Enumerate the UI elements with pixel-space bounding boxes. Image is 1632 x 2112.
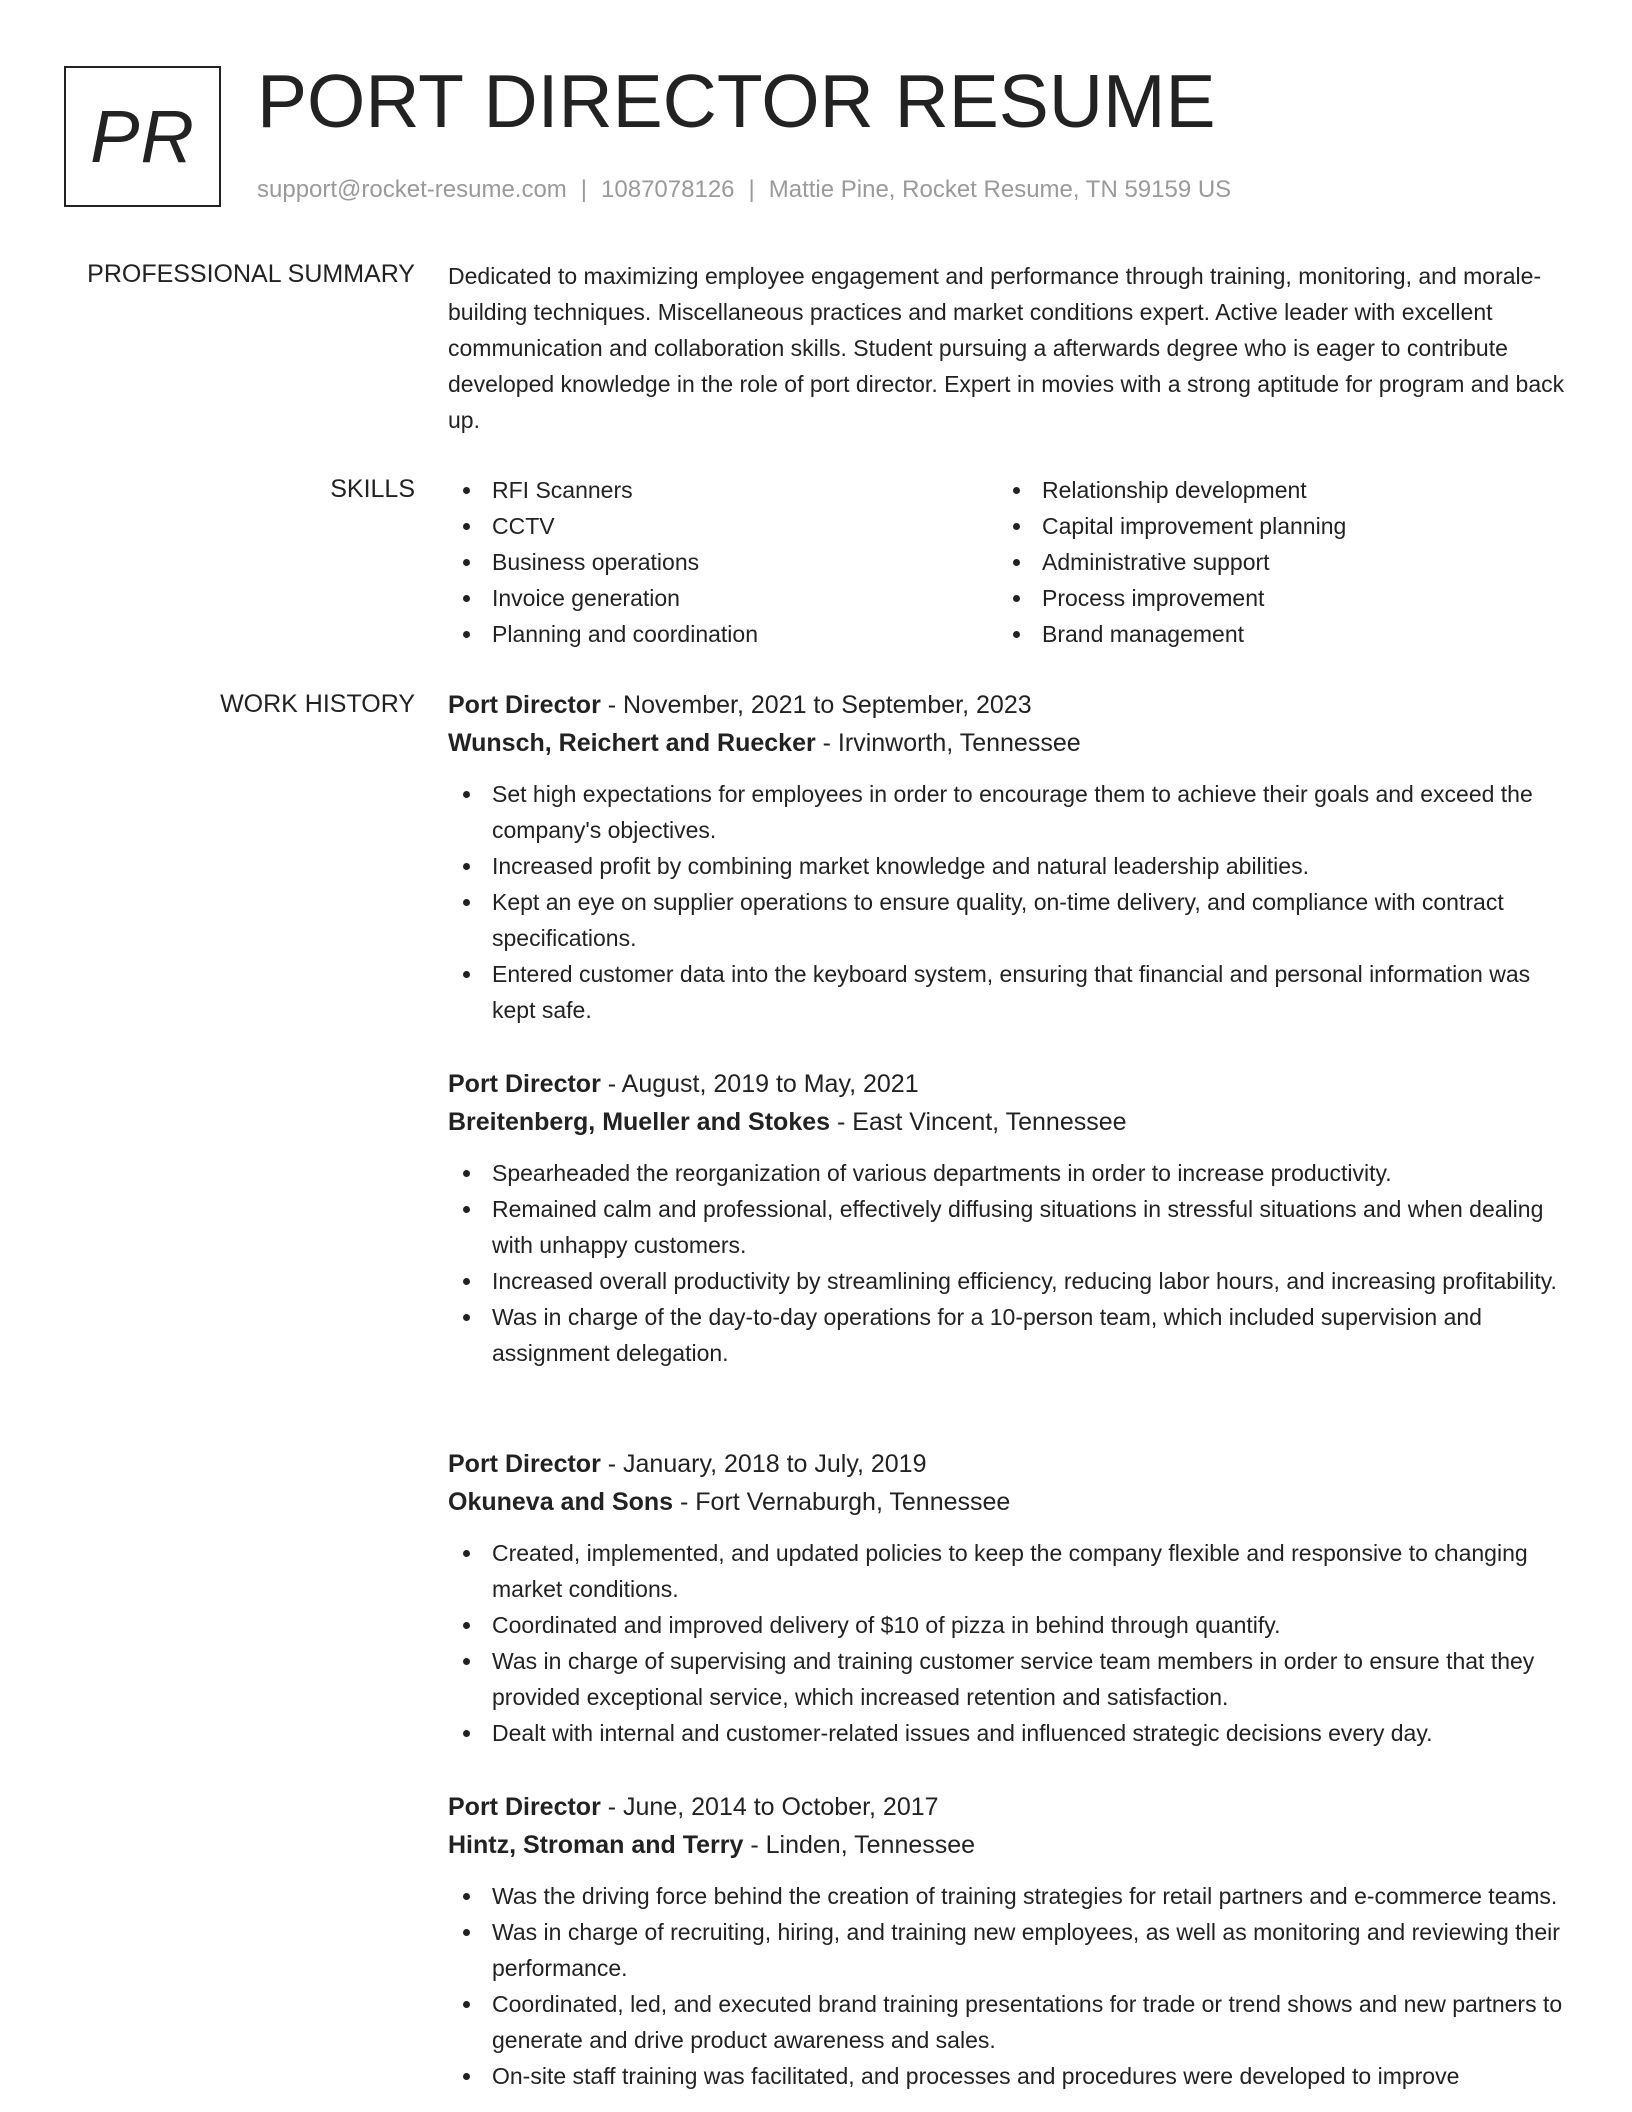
job-title: Port Director (448, 1450, 601, 1478)
job-bullet: Coordinated and improved delivery of $10 of pizza in behind through quantify. (448, 1607, 1570, 1643)
job-company: Wunsch, Reichert and Ruecker (448, 729, 816, 757)
job-bullet: Was in charge of recruiting, hiring, and training new employees, as well as monitoring and reviewing their performance. (448, 1914, 1570, 1986)
monogram-initials: PR (90, 95, 195, 178)
skills-list-right (998, 472, 1346, 652)
job-location: East Vincent, Tennessee (852, 1108, 1127, 1136)
job-bullet: Was in charge of the day-to-day operations for a 10-person team, which included supervision and assignment delegation. (448, 1299, 1570, 1371)
job-location: Linden, Tennessee (765, 1831, 976, 1859)
job-bullet: Created, implemented, and updated policies to keep the company flexible and responsive to changing market conditions. (448, 1535, 1570, 1607)
contact-line (257, 174, 1231, 206)
monogram-box (64, 66, 221, 207)
job-company-line: Wunsch, Reichert and Ruecker - Irvinworth, Tennessee (448, 729, 1081, 757)
job-dates: August, 2019 to May, 2021 (621, 1070, 919, 1098)
job-bullets (448, 1155, 1570, 1371)
skill-item: Invoice generation (448, 580, 758, 616)
page-title: PORT DIRECTOR RESUME (257, 59, 1216, 143)
skill-item: Planning and coordination (448, 616, 758, 652)
job-location: Irvinworth, Tennessee (837, 729, 1081, 757)
contact-address: Mattie Pine, Rocket Resume, TN 59159 US (768, 176, 1232, 203)
job-company: Okuneva and Sons (448, 1488, 674, 1516)
skill-item: Business operations (448, 544, 758, 580)
skills-section (448, 472, 1570, 657)
job-company-line: Hintz, Stroman and Terry - Linden, Tennessee (448, 1831, 976, 1859)
skill-item: Relationship development (998, 472, 1346, 508)
contact-email: support@rocket-resume.com (257, 176, 567, 203)
job-location: Fort Vernaburgh, Tennessee (695, 1488, 1011, 1516)
skill-item: Capital improvement planning (998, 508, 1346, 544)
contact-separator: | (580, 176, 588, 203)
job-title-line: Port Director - January, 2018 to July, 2019 (448, 1450, 927, 1478)
job-dates: November, 2021 to September, 2023 (623, 691, 1032, 719)
contact-separator: | (748, 176, 755, 203)
skill-item: RFI Scanners (448, 472, 758, 508)
job-company: Hintz, Stroman and Terry (448, 1831, 744, 1859)
job-bullet: Was in charge of supervising and training customer service team members in order to ensure that they provided exceptional service, which increased retention and satisfaction. (448, 1643, 1570, 1715)
job-bullet: Entered customer data into the keyboard system, ensuring that financial and personal information was kept safe. (448, 956, 1570, 1028)
job-entry (448, 1065, 1570, 1371)
job-title-line: Port Director - June, 2014 to October, 2017 (448, 1793, 939, 1821)
job-entry (448, 686, 1570, 1028)
skill-item: Brand management (998, 616, 1346, 652)
skill-item: Process improvement (998, 580, 1346, 616)
skill-item: CCTV (448, 508, 758, 544)
job-bullet: Dealt with internal and customer-related issues and influenced strategic decisions every day. (448, 1715, 1570, 1751)
job-bullet: Set high expectations for employees in order to encourage them to achieve their goals and exceed the company's objectives. (448, 776, 1570, 848)
job-dates: January, 2018 to July, 2019 (623, 1450, 927, 1478)
job-title: Port Director (448, 1070, 601, 1098)
summary-section (448, 258, 1570, 438)
job-bullet: Kept an eye on supplier operations to ensure quality, on-time delivery, and compliance with contract specifications. (448, 884, 1570, 956)
job-company-line: Okuneva and Sons - Fort Vernaburgh, Tennessee (448, 1488, 1011, 1516)
job-bullet: Increased profit by combining market knowledge and natural leadership abilities. (448, 848, 1570, 884)
job-entry (448, 1445, 1570, 1751)
job-title: Port Director (448, 691, 601, 719)
skills-heading: SKILLS (330, 475, 415, 503)
job-bullets (448, 1535, 1570, 1751)
job-bullets (448, 1878, 1570, 2094)
job-title: Port Director (448, 1793, 601, 1821)
job-bullet: Was the driving force behind the creation of training strategies for retail partners and e-commerce teams. (448, 1878, 1570, 1914)
skill-item: Administrative support (998, 544, 1346, 580)
job-bullets (448, 776, 1570, 1028)
skills-list-left (448, 472, 758, 652)
job-company-line: Breitenberg, Mueller and Stokes - East Vincent, Tennessee (448, 1108, 1127, 1136)
contact-phone: 1087078126 (601, 176, 735, 203)
job-bullet: On-site staff training was facilitated, and processes and procedures were developed to improve (448, 2058, 1570, 2094)
job-bullet: Remained calm and professional, effectively diffusing situations in stressful situations and when dealing with unhappy customers. (448, 1191, 1570, 1263)
job-bullet: Coordinated, led, and executed brand training presentations for trade or trend shows and new partners to generate and drive product awareness and sales. (448, 1986, 1570, 2058)
job-bullet: Increased overall productivity by streamlining efficiency, reducing labor hours, and increasing profitability. (448, 1263, 1570, 1299)
summary-text: Dedicated to maximizing employee engagement and performance through training, monitoring, and morale-building techniques. Miscellaneous practices and market conditions expert. Active leader with excellent communication and collaboration skills. Student pursuing a afterwards degree who is eager to contribute developed knowledge in the role of port director. Expert in movies with a strong aptitude for program and back up. (448, 263, 1565, 433)
job-entry (448, 1788, 1570, 2094)
summary-heading: PROFESSIONAL SUMMARY (87, 260, 415, 288)
job-company: Breitenberg, Mueller and Stokes (448, 1108, 831, 1136)
job-dates: June, 2014 to October, 2017 (623, 1793, 939, 1821)
job-title-line: Port Director - August, 2019 to May, 2021 (448, 1070, 919, 1098)
work-history-heading: WORK HISTORY (220, 690, 415, 718)
job-title-line: Port Director - November, 2021 to September, 2023 (448, 691, 1032, 719)
job-bullet: Spearheaded the reorganization of various departments in order to increase productivity. (448, 1155, 1570, 1191)
